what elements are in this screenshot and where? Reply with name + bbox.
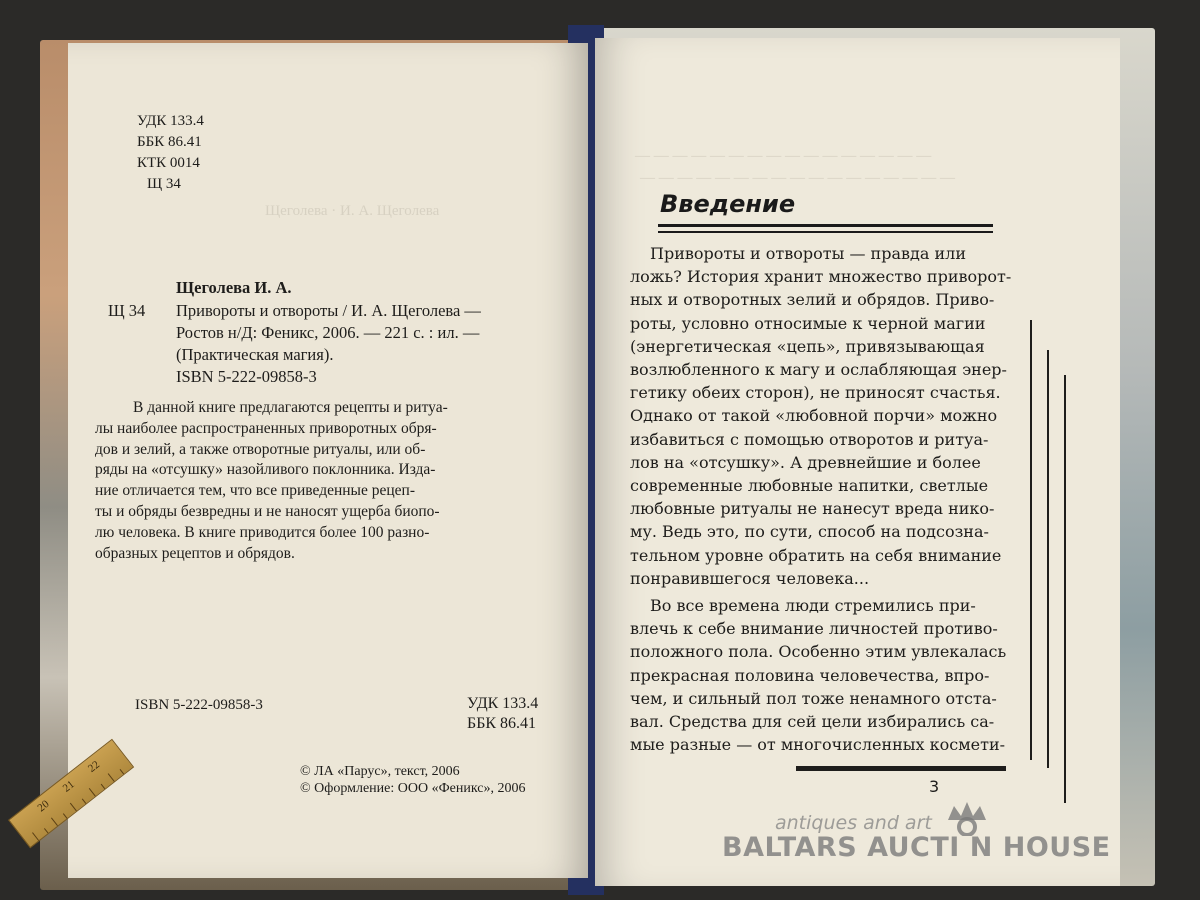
udk-footer: УДК 133.4 xyxy=(467,695,539,712)
paragraph-line: влечь к себе внимание личностей противо- xyxy=(630,619,998,639)
isbn-main: ISBN 5-222-09858-3 xyxy=(176,367,317,386)
paragraph-line: чем, и сильный пол тоже ненамного отста- xyxy=(630,688,997,708)
body-text xyxy=(630,242,1012,756)
paragraph-line: вал. Средства для сей цели избирались са- xyxy=(630,712,995,732)
paragraph-line: положного пола. Особенно этим увлекалась xyxy=(630,642,1007,662)
paragraph-line: тельном уровне обратить на себя внимание xyxy=(630,545,1002,565)
footer-rule xyxy=(796,766,1006,771)
watermark-logo-text: BALTARS AUCTI N HOUSE xyxy=(722,832,1111,863)
bleed-through-text: Щеголева · И. А. Щеголева xyxy=(265,203,440,219)
copyright-text: © ЛА «Парус», текст, 2006 xyxy=(300,764,460,779)
paragraph-line: любовные ритуалы не нанесут вреда нико- xyxy=(630,499,995,519)
paragraph-line: ложь? История хранит множество приворот- xyxy=(630,267,1012,287)
paragraph-line: (энергетическая «цепь», привязывающая xyxy=(630,336,985,356)
annotation-line: лю человека. В книге приводится более 100 разно- xyxy=(95,523,430,541)
bleed-through-text: — — — — — — — — — — — — — — — — xyxy=(635,148,932,164)
annotation xyxy=(95,398,555,564)
paragraph-line: гетику обеих сторон), не приносят счастья. xyxy=(630,383,1001,403)
annotation-line: В данной книге предлагаются рецепты и ритуа- xyxy=(133,399,448,416)
annotation-line: ряды на «отсушку» назойливого поклонника. Изда- xyxy=(95,461,436,479)
paragraph-line: му. Ведь это, по сути, способ на подсозна- xyxy=(630,522,989,542)
heading-rule xyxy=(658,231,993,233)
paragraph-line: ных и отворотных зелий и обрядов. Приво- xyxy=(630,290,995,310)
annotation-line: образных рецептов и обрядов. xyxy=(95,544,295,562)
annotation-line: ние отличается тем, что все приведенные рецеп- xyxy=(95,482,415,500)
paragraph-line: роты, условно относимые к черной магии xyxy=(630,313,986,333)
bbk-footer: ББК 86.41 xyxy=(467,715,537,732)
paragraph-line: прекрасная половина человечества, впро- xyxy=(630,665,990,685)
paragraph-line: лов на «отсушку». А древнейшие и более xyxy=(630,452,981,472)
copyright-design: © Оформление: ООО «Феникс», 2006 xyxy=(300,781,526,796)
bibliographic-line: Привороты и отвороты / И. А. Щеголева — xyxy=(176,301,481,320)
isbn-footer: ISBN 5-222-09858-3 xyxy=(135,697,263,713)
ruler-number: 21 xyxy=(60,778,77,795)
annotation-line: лы наиболее распространенных приворотных обря- xyxy=(95,419,437,437)
shelf-mark: Щ 34 xyxy=(108,301,146,320)
decorative-vertical-rule xyxy=(1030,320,1032,760)
udk-code: УДК 133.4 xyxy=(137,113,204,129)
ktk-code: КТК 0014 xyxy=(137,155,200,171)
bleed-through-text: — — — — — — — — — — — — — — — — — xyxy=(640,170,955,186)
paragraph-line: современные любовные напитки, светлые xyxy=(630,476,989,496)
author-heading: Щеголева И. А. xyxy=(176,278,292,297)
paragraph-line: Во все времена люди стремились при- xyxy=(650,596,976,616)
annotation-line: ты и обряды безвредны и не наносят ущерба биопо- xyxy=(95,502,440,520)
ruler-number: 22 xyxy=(85,758,102,775)
ruler-number: 20 xyxy=(35,798,52,815)
paragraph-line: избавиться с помощью отворотов и ритуа- xyxy=(630,429,989,449)
annotation-line: дов и зелий, а также отворотные ритуалы, или об- xyxy=(95,440,426,458)
section-heading: Введение xyxy=(660,190,796,218)
paragraph-line: Привороты и отвороты — правда или xyxy=(650,244,966,263)
heading-rule xyxy=(658,224,993,227)
paragraph-line: возлюбленного к магу и ослабляющая энер- xyxy=(630,360,1007,380)
bibliographic-line: Ростов н/Д: Феникс, 2006. — 221 с. : ил. — xyxy=(176,323,480,342)
crown-icon xyxy=(944,800,990,836)
paragraph-line: Однако от такой «любовной порчи» можно xyxy=(630,406,998,426)
bbk-code: ББК 86.41 xyxy=(137,134,202,150)
page-number: 3 xyxy=(929,777,940,796)
paragraph-line: мые разные — от многочисленных космети- xyxy=(630,735,1006,755)
watermark-subtitle: antiques and art xyxy=(775,812,932,834)
paragraph-line: понравившегося человека... xyxy=(630,568,870,588)
decorative-vertical-rule xyxy=(1064,375,1066,803)
bibliographic-line: (Практическая магия). xyxy=(176,345,334,364)
decorative-vertical-rule xyxy=(1047,350,1049,768)
shelf-code: Щ 34 xyxy=(147,176,181,192)
